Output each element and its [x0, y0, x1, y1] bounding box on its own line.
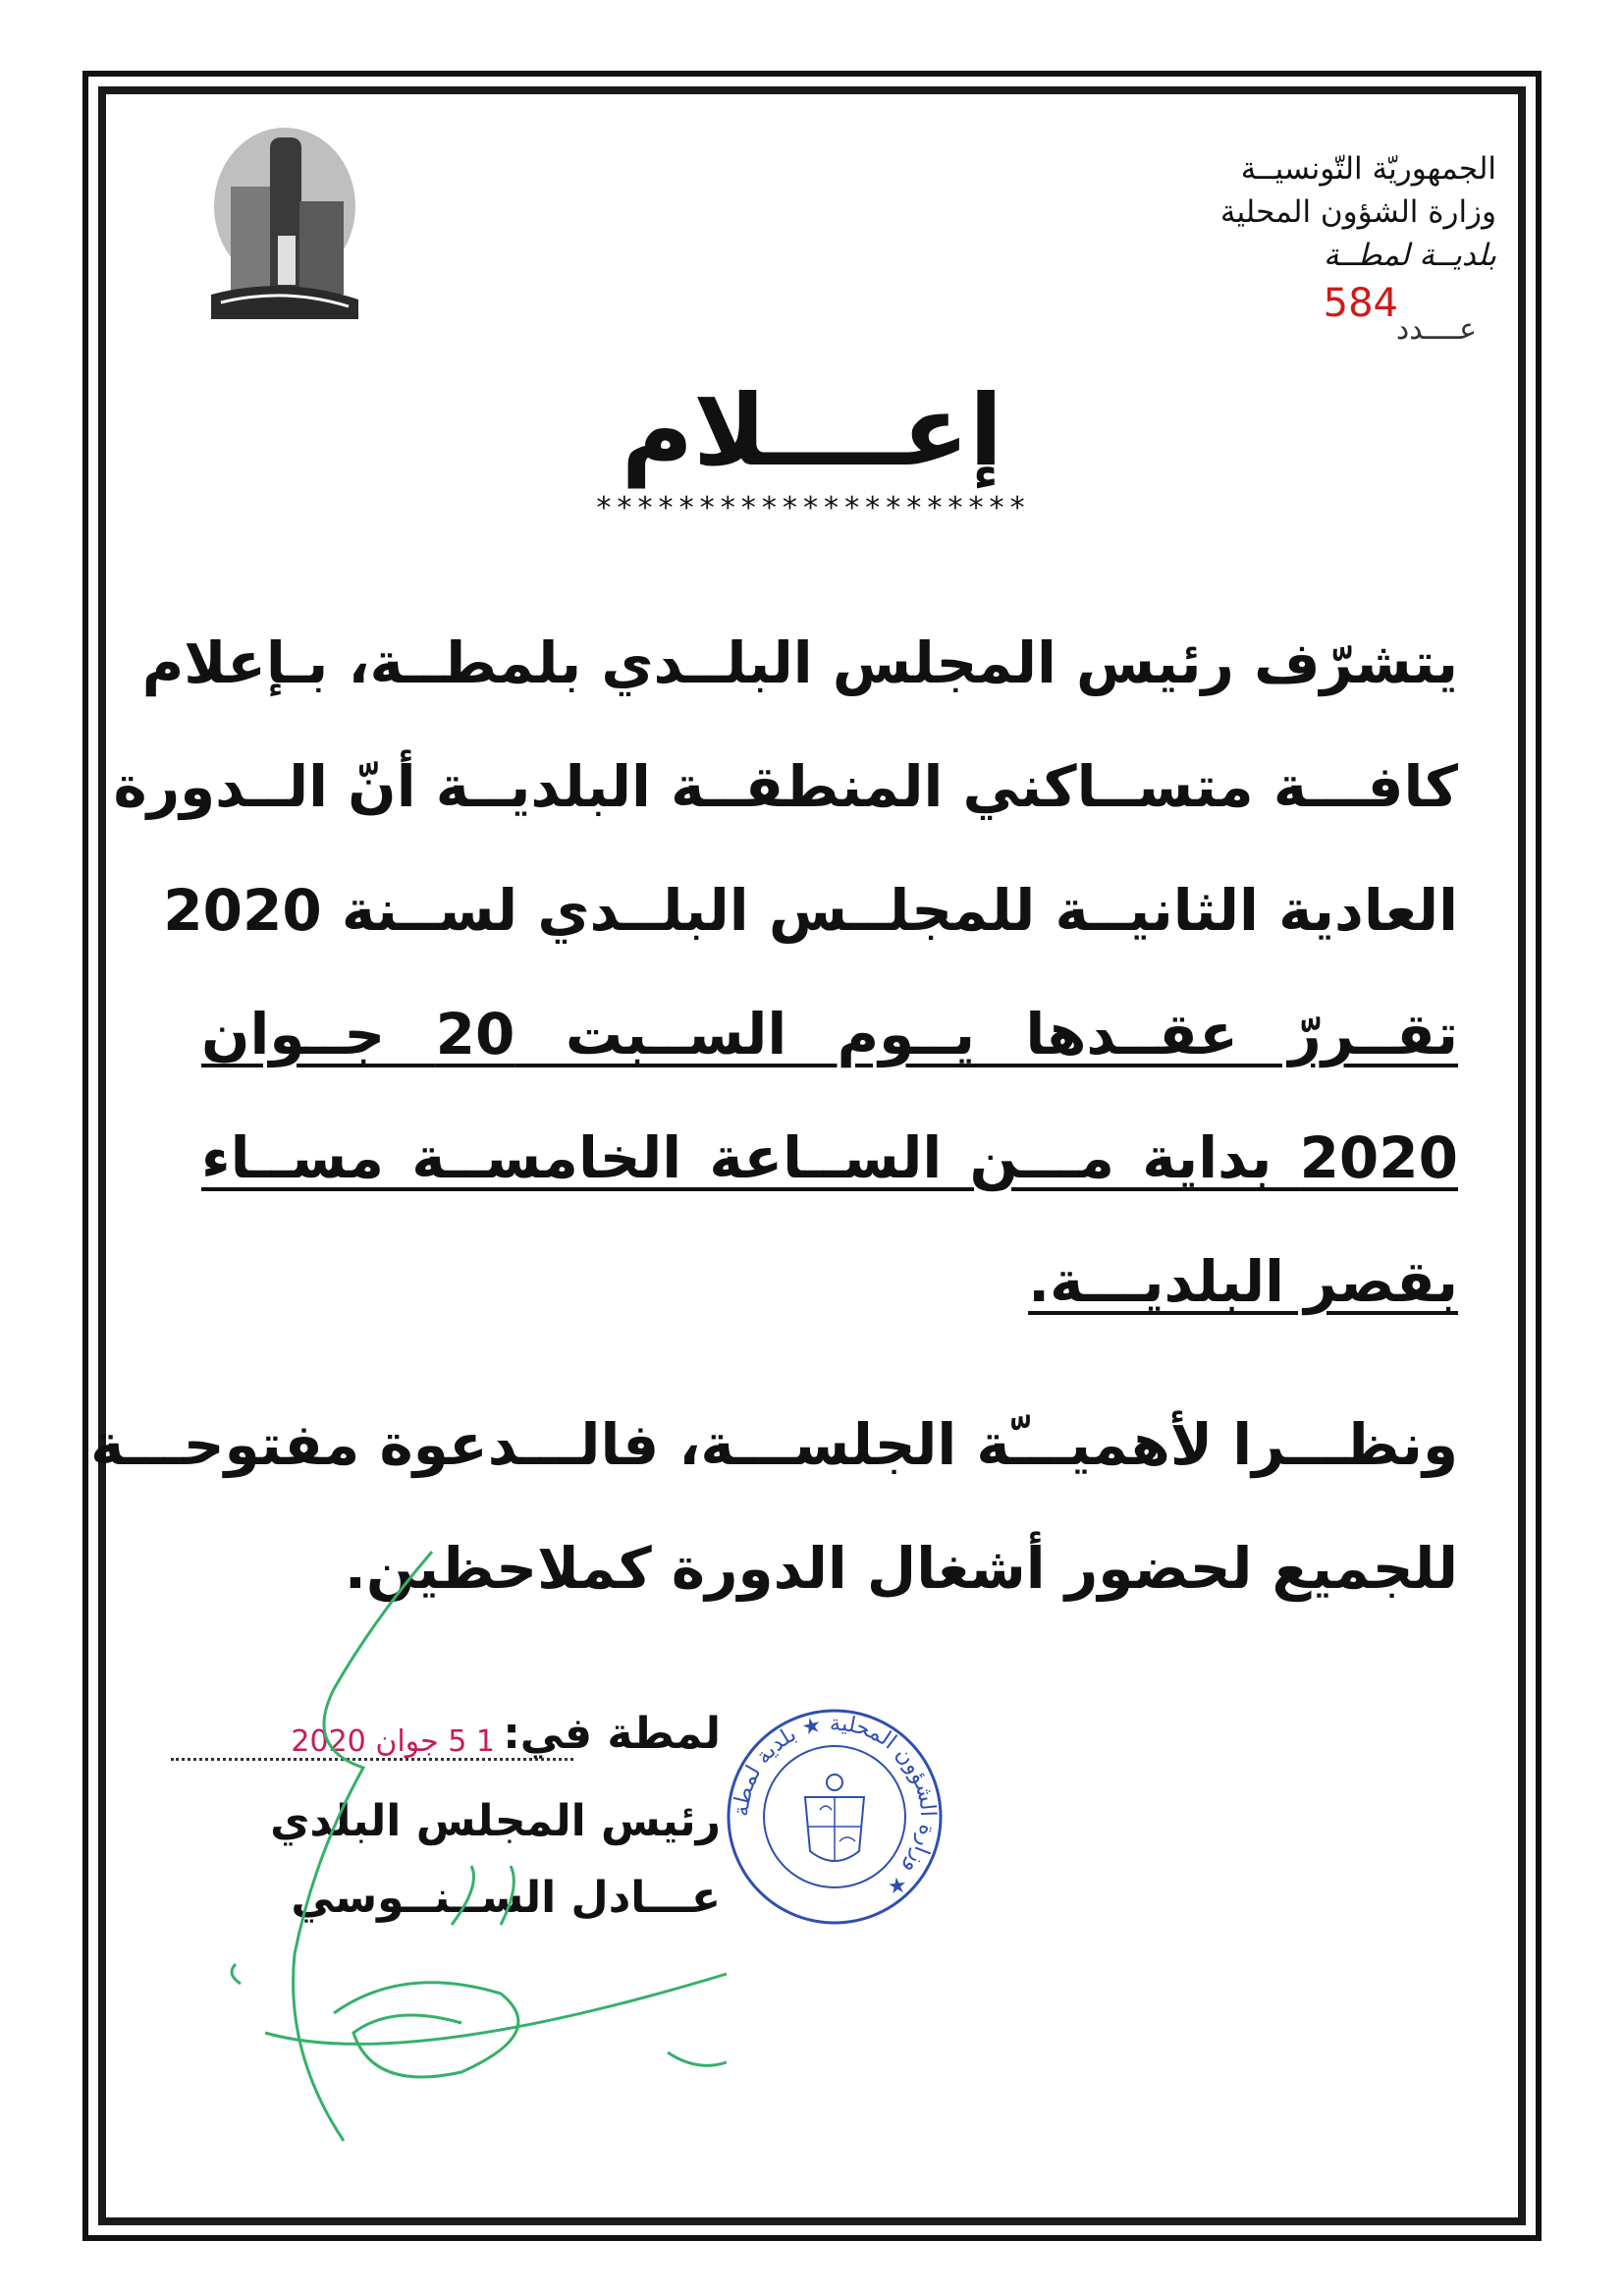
- body-line-1: يتشرّف رئيس المجلس البلــدي بلمطــة، بـإعلام: [141, 629, 1458, 696]
- municipality-name: بلديــة لمطــة: [1323, 238, 1496, 273]
- body-line-7: ونظـــرا لأهميـــّة الجلســـة، فالـــدعوة مفتوحـــة: [90, 1411, 1458, 1478]
- body-line-6: بقصر البلديـــة.: [1028, 1248, 1458, 1315]
- reference-row: [1104, 277, 1496, 346]
- signatory-title: رئيس المجلس البلدي: [270, 1796, 721, 1846]
- date-value: 1 5 جوان 2020: [291, 1724, 495, 1759]
- handwritten-signature: [206, 1542, 756, 2170]
- signatory-name: عـــادل الســنــوسي: [291, 1873, 721, 1923]
- announcement-body: [113, 601, 1459, 1343]
- date-label: لمطة في:: [503, 1709, 721, 1759]
- reference-label: عــــدد: [1395, 312, 1477, 347]
- body-line-5: 2020 بداية مـــن الســاعة الخامســة مســاء: [201, 1124, 1458, 1191]
- body-line-8: للجميع لحضور أشغال الدورة كملاحظين.: [344, 1535, 1458, 1602]
- document-title: إعــــلام: [621, 373, 1003, 488]
- reference-number: 584: [1323, 281, 1398, 326]
- title-stars-divider: *********************: [594, 491, 1030, 525]
- body-line-3: العادية الثانيــة للمجلــس البلــدي لســنة 2020: [163, 877, 1458, 944]
- ministry-name: وزارة الشؤون المحلية: [1219, 194, 1496, 230]
- header-block: [1104, 147, 1496, 346]
- body-line-4: تقــررّ عقــدها يــوم الســبت 20 جــوان: [201, 1001, 1459, 1067]
- municipality-logo: [201, 128, 368, 324]
- republic-name: الجمهوريّة التّونسيــة: [1240, 151, 1496, 187]
- stamp-text: وزارة الشؤون المحلية ★ بلدية لمطة ★: [729, 1711, 941, 1901]
- body-line-2: كافـــة متســاكني المنطقــة البلديــة أنّ الــدورة: [113, 753, 1458, 820]
